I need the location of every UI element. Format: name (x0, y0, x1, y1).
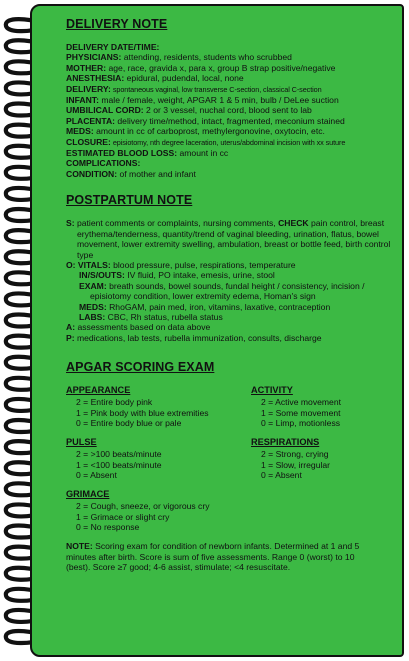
labs-text: CBC, Rh status, rubella status (105, 311, 223, 322)
ins-outs-row (66, 270, 400, 280)
delivery-note-row (66, 105, 400, 115)
apgar-grid (66, 385, 400, 571)
postpartum-note-section (66, 193, 400, 343)
activity-score: 0 = Limp, motionless (261, 417, 341, 428)
respirations-score: 2 = Strong, crying (261, 449, 329, 460)
delivery-note-row (66, 148, 400, 158)
grimace-title: GRIMACE (66, 489, 110, 500)
assessment-text: assessments based on data above (75, 322, 211, 333)
appearance-title: APPEARANCE (66, 385, 131, 396)
appearance-score: 1 = Pink body with blue extremities (76, 407, 209, 418)
activity-score: 2 = Active movement (261, 397, 342, 408)
delivery-note-row (66, 158, 400, 168)
delivery-field-label: DELIVERY DATE/TIME: (66, 42, 160, 52)
vitals-text: blood pressure, pulse, respirations, temperature (110, 259, 296, 270)
delivery-field-text: age, race, gravida x, para x, group B strap positive/negative (106, 62, 336, 73)
subjective-text-2: pain control, breast erythema/tenderness, quantity/trend of vaginal bleeding, urination, flatus, bowel movement, lower extremity swelling, ambulation, breast or bottle feed, birth control type (77, 218, 391, 260)
vitals-row (66, 260, 400, 270)
vitals-label: O: VITALS: (66, 259, 111, 270)
grimace-block (66, 489, 210, 532)
subjective-text-1: patient comments or complaints, nursing comments, (74, 218, 279, 229)
activity-title: ACTIVITY (251, 385, 293, 396)
ins-outs-label: IN/S/OUTS: (79, 270, 125, 281)
delivery-note-list (66, 42, 400, 179)
apgar-note-text: Scoring exam for condition of newborn infants. Determined at 1 and 5 minutes after birth. Score is sum of five assessments. Range 0 (worst) to 10 (best). Score ≥7 good; 4-6 assist, stimulate; <4 resuscitate. (66, 541, 360, 572)
pulse-score: 1 = <100 beats/minute (76, 459, 162, 470)
pulse-score: 0 = Absent (76, 469, 117, 480)
delivery-field-label: DELIVERY: (66, 83, 111, 94)
respirations-score: 1 = Slow, irregular (261, 459, 331, 470)
delivery-field-text: male / female, weight, APGAR 1 & 5 min, bulb / DeLee suction (98, 95, 339, 106)
delivery-field-label: MOTHER: (66, 62, 107, 73)
assessment-label: A: (66, 322, 76, 333)
subjective-row (66, 218, 400, 260)
exam-row (66, 281, 400, 302)
activity-score: 1 = Some movement (261, 407, 341, 418)
delivery-field-label: INFANT: (66, 95, 99, 106)
delivery-field-text: of mother and infant (117, 168, 196, 179)
labs-label: LABS: (79, 311, 106, 322)
card-content (66, 17, 400, 571)
delivery-field-text: delivery time/method, intact, fragmented, meconium stained (115, 115, 345, 126)
delivery-field-text: amount in cc of carboprost, methylergonovine, oxytocin, etc. (93, 126, 325, 137)
apgar-note (66, 541, 366, 572)
respirations-score: 0 = Absent (261, 469, 302, 480)
labs-row (66, 312, 400, 322)
meds-label: MEDS: (79, 301, 107, 312)
pulse-title: PULSE (66, 437, 97, 448)
plan-text: medications, lab tests, rubella immunization, consults, discharge (74, 332, 322, 343)
apgar-note-label: NOTE: (66, 541, 93, 552)
delivery-field-text: spontaneous vaginal, low transverse C-section, classical C-section (110, 84, 322, 94)
delivery-field-text: episiotomy, nth degree laceration, uterus/abdominal incision with xx suture (110, 137, 346, 147)
respirations-block (251, 437, 330, 480)
delivery-note-row (66, 169, 400, 179)
plan-label: P: (66, 332, 75, 343)
delivery-field-label: MEDS: (66, 126, 94, 137)
delivery-note-row (66, 73, 400, 83)
delivery-note-section (66, 17, 400, 179)
postpartum-note-title: POSTPARTUM NOTE (66, 193, 193, 208)
delivery-field-label: ESTIMATED BLOOD LOSS: (66, 148, 178, 159)
exam-label: EXAM: (79, 280, 107, 291)
appearance-score: 2 = Entire body pink (76, 397, 153, 408)
delivery-field-text: 2 or 3 vessel, nuchal cord, blood sent to lab (143, 105, 312, 116)
meds-row (66, 302, 400, 312)
delivery-field-label: PHYSICIANS: (66, 52, 122, 63)
respirations-title: RESPIRATIONS (251, 437, 320, 448)
grimace-score: 1 = Grimace or slight cry (76, 511, 170, 522)
ins-outs-text: IV fluid, PO intake, emesis, urine, stool (124, 270, 275, 281)
plan-row (66, 333, 400, 343)
delivery-note-row (66, 63, 400, 73)
apgar-section (66, 360, 400, 571)
delivery-field-label: PLACENTA: (66, 115, 116, 126)
delivery-note-row (66, 52, 400, 62)
appearance-block (66, 385, 209, 428)
delivery-note-row (66, 95, 400, 105)
check-label: CHECK (278, 218, 309, 229)
delivery-note-row (66, 84, 400, 95)
delivery-note-title: DELIVERY NOTE (66, 17, 168, 31)
delivery-note-row (66, 137, 400, 148)
delivery-field-text: epidural, pudendal, local, none (124, 73, 244, 84)
assessment-row (66, 322, 400, 332)
delivery-note-row (66, 116, 400, 126)
grimace-score: 0 = No response (76, 521, 140, 532)
grimace-score: 2 = Cough, sneeze, or vigorous cry (76, 501, 210, 512)
delivery-note-row (66, 126, 400, 136)
delivery-field-label: COMPLICATIONS: (66, 158, 141, 169)
delivery-field-label: CONDITION: (66, 168, 118, 179)
delivery-field-label: CLOSURE: (66, 136, 111, 147)
activity-block (251, 385, 341, 428)
pulse-block (66, 437, 162, 480)
meds-text: RhoGAM, pain med, iron, vitamins, laxative, contraception (106, 301, 331, 312)
delivery-note-row (66, 42, 400, 52)
delivery-field-label: UMBILICAL CORD: (66, 105, 144, 116)
pulse-score: 2 = >100 beats/minute (76, 449, 162, 460)
appearance-score: 0 = Entire body blue or pale (76, 417, 182, 428)
delivery-field-text: amount in cc (177, 148, 229, 159)
delivery-field-label: ANESTHESIA: (66, 73, 125, 84)
delivery-field-text: attending, residents, students who scrubbed (121, 52, 292, 63)
subjective-label: S: (66, 218, 75, 229)
apgar-title: APGAR SCORING EXAM (66, 360, 215, 375)
exam-text: breath sounds, bowel sounds, fundal height / consistency, incision / episiotomy condition, lower extremity edema, Homan's sign (90, 280, 365, 302)
